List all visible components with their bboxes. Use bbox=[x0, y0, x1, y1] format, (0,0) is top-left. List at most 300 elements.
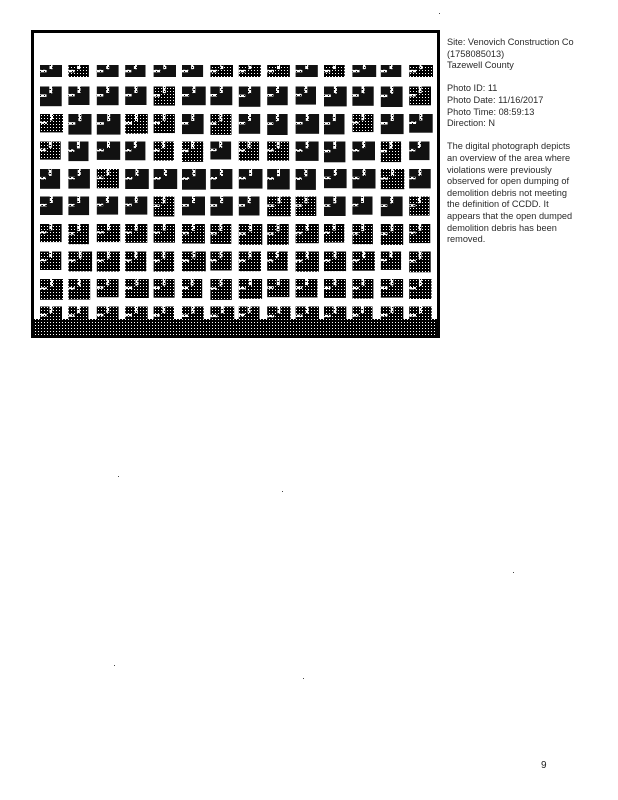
photo-texture bbox=[352, 287, 358, 290]
photo-texture bbox=[40, 259, 46, 262]
photo-texture bbox=[418, 224, 421, 231]
photo-texture bbox=[210, 122, 216, 125]
photo-texture bbox=[154, 94, 160, 97]
photo-texture bbox=[191, 307, 194, 314]
scan-speck bbox=[513, 572, 514, 573]
description-line: observed for open dumping of bbox=[447, 176, 570, 187]
photo-texture bbox=[418, 197, 421, 204]
photo-texture bbox=[154, 205, 160, 208]
photo-texture bbox=[78, 87, 81, 94]
photo-texture bbox=[420, 65, 423, 69]
photo-texture bbox=[220, 252, 223, 259]
photo-texture bbox=[163, 87, 166, 94]
photo-texture bbox=[107, 142, 110, 149]
photo-texture bbox=[334, 307, 337, 314]
photo-texture bbox=[221, 307, 224, 314]
photo-texture bbox=[267, 204, 274, 207]
photo-texture bbox=[154, 287, 160, 290]
photo-texture bbox=[352, 121, 358, 124]
photo-texture bbox=[97, 122, 104, 125]
photo-texture bbox=[248, 142, 251, 149]
photo-texture bbox=[154, 122, 160, 125]
scan-speck bbox=[118, 476, 119, 477]
photo-texture bbox=[40, 177, 46, 180]
county: Tazewell County bbox=[447, 60, 514, 71]
photo-texture bbox=[182, 287, 188, 290]
photo-texture bbox=[362, 142, 365, 149]
photo-texture bbox=[239, 149, 245, 152]
site-photograph bbox=[31, 30, 440, 338]
photo-texture bbox=[163, 65, 166, 69]
photo-texture bbox=[390, 197, 393, 204]
photo-texture bbox=[296, 177, 302, 180]
photo-texture bbox=[352, 232, 358, 235]
photo-texture bbox=[210, 94, 217, 97]
photo-texture bbox=[419, 279, 422, 286]
description-line: demolition debris has been bbox=[447, 222, 557, 233]
photo-texture bbox=[220, 65, 223, 69]
photo-texture bbox=[277, 65, 280, 69]
photo-texture bbox=[278, 197, 281, 204]
photo-texture bbox=[68, 177, 75, 180]
photo-texture bbox=[324, 259, 331, 262]
photo-texture bbox=[248, 197, 251, 204]
photo-texture bbox=[182, 94, 189, 97]
photo-texture bbox=[419, 307, 422, 314]
site-id: (1758085013) bbox=[447, 48, 505, 59]
photo-texture bbox=[68, 94, 74, 97]
photo-texture bbox=[409, 149, 415, 152]
photo-texture bbox=[381, 232, 388, 235]
photo-texture bbox=[182, 232, 189, 235]
page-number: 9 bbox=[541, 760, 547, 771]
photo-texture bbox=[125, 70, 131, 73]
photo-texture bbox=[210, 232, 216, 235]
photo-texture bbox=[134, 252, 137, 259]
photo-texture bbox=[78, 114, 81, 121]
photo-texture bbox=[390, 142, 393, 149]
photo-texture bbox=[361, 197, 364, 203]
photo-texture bbox=[163, 114, 166, 121]
photo-texture bbox=[267, 259, 273, 262]
photo-texture bbox=[239, 95, 246, 98]
photo-texture bbox=[352, 314, 358, 317]
photo-texture bbox=[192, 197, 195, 204]
photo-texture bbox=[97, 94, 104, 97]
photo-texture bbox=[296, 94, 302, 97]
photo-texture bbox=[68, 70, 74, 73]
photo-time: Photo Time: 08:59:13 bbox=[447, 106, 535, 117]
photo-texture bbox=[68, 204, 74, 207]
photo-texture bbox=[296, 204, 302, 207]
photo-texture bbox=[68, 232, 74, 235]
photo-texture bbox=[333, 114, 336, 121]
photo-texture bbox=[324, 95, 331, 98]
photo-texture bbox=[296, 232, 303, 235]
photo-texture bbox=[77, 224, 80, 231]
photo-texture bbox=[220, 169, 223, 176]
photo-texture bbox=[363, 65, 366, 69]
photo-texture bbox=[267, 70, 274, 73]
photo-texture bbox=[107, 224, 110, 230]
photo-texture bbox=[239, 314, 245, 317]
photo-texture bbox=[296, 260, 303, 263]
photo-texture bbox=[276, 87, 279, 94]
photo-texture bbox=[239, 232, 246, 235]
photo-texture bbox=[409, 94, 416, 97]
photo-texture bbox=[248, 307, 251, 313]
photo-texture bbox=[249, 279, 252, 286]
photo-texture bbox=[191, 279, 194, 286]
photo-texture bbox=[305, 279, 308, 286]
photo-texture bbox=[418, 169, 421, 176]
photo-texture bbox=[49, 142, 52, 148]
photo-texture bbox=[361, 307, 364, 314]
photo-texture bbox=[125, 204, 132, 207]
scan-speck bbox=[114, 665, 115, 666]
photo-texture bbox=[68, 259, 75, 262]
description-line: an overview of the area where bbox=[447, 152, 571, 163]
photo-texture bbox=[182, 259, 189, 262]
photo-texture bbox=[210, 177, 217, 180]
photo-texture bbox=[381, 204, 388, 207]
photo-texture bbox=[191, 114, 194, 121]
photo-texture bbox=[239, 122, 245, 125]
description-line: demolition debris not meeting bbox=[447, 187, 568, 198]
photo-texture bbox=[305, 65, 308, 69]
photo-texture bbox=[324, 177, 331, 180]
photo-texture bbox=[419, 252, 422, 259]
photo-texture bbox=[419, 87, 422, 94]
photo-texture bbox=[361, 279, 364, 286]
site-name: Site: Venovich Construction Co bbox=[447, 37, 574, 47]
photo-texture bbox=[304, 87, 307, 93]
photo-texture bbox=[97, 70, 104, 73]
photo-texture bbox=[191, 65, 194, 69]
photo-texture bbox=[125, 232, 132, 235]
photo-texture bbox=[391, 224, 394, 231]
photo-texture bbox=[210, 149, 216, 152]
photo-texture bbox=[381, 177, 388, 180]
photo-texture bbox=[77, 307, 80, 314]
photo-texture bbox=[324, 150, 330, 153]
photo-texture bbox=[50, 65, 53, 69]
photo-texture bbox=[40, 231, 47, 234]
photo-texture bbox=[333, 224, 336, 231]
photo-texture bbox=[363, 169, 366, 176]
photo-texture bbox=[163, 279, 166, 286]
photo-texture bbox=[391, 307, 394, 313]
photo-texture bbox=[220, 197, 223, 204]
photo-texture bbox=[135, 197, 138, 203]
photo-texture bbox=[50, 197, 53, 204]
photo-texture bbox=[154, 70, 161, 73]
photo-image bbox=[34, 33, 437, 335]
photo-texture bbox=[134, 87, 137, 94]
photo-texture bbox=[409, 287, 416, 290]
photo-texture bbox=[409, 177, 415, 180]
photo-texture bbox=[210, 259, 216, 262]
photo-texture bbox=[125, 122, 132, 125]
photo-texture bbox=[68, 122, 75, 125]
photo-texture bbox=[352, 204, 358, 207]
photo-texture bbox=[219, 224, 222, 231]
photo-texture bbox=[192, 169, 195, 176]
photo-texture bbox=[296, 122, 303, 125]
photo-texture bbox=[34, 319, 437, 335]
photo-texture bbox=[352, 149, 359, 152]
photo-texture bbox=[68, 314, 74, 317]
photo-texture bbox=[154, 177, 161, 180]
photo-texture bbox=[381, 314, 388, 317]
photo-texture bbox=[182, 70, 188, 73]
photo-texture bbox=[210, 287, 216, 290]
photo-texture bbox=[249, 169, 252, 176]
photo-texture bbox=[136, 279, 139, 286]
photo-texture bbox=[381, 150, 387, 153]
photo-texture bbox=[210, 315, 217, 318]
photo-texture bbox=[333, 142, 336, 149]
description-line: The digital photograph depicts bbox=[447, 141, 571, 152]
description-line: removed. bbox=[447, 234, 486, 245]
photo-texture bbox=[276, 114, 279, 121]
photo-texture bbox=[390, 65, 393, 69]
photo-texture bbox=[125, 149, 131, 152]
photo-texture bbox=[192, 252, 195, 259]
photo-texture bbox=[40, 70, 47, 73]
photo-texture bbox=[267, 149, 274, 152]
photo-texture bbox=[296, 315, 303, 318]
photo-texture bbox=[249, 224, 252, 231]
photo-texture bbox=[296, 149, 303, 152]
photo-texture bbox=[154, 260, 160, 263]
photo-texture bbox=[220, 87, 223, 94]
photo-texture bbox=[381, 122, 388, 125]
photo-texture bbox=[182, 150, 188, 153]
photo-texture bbox=[248, 114, 251, 121]
photo-texture bbox=[77, 65, 80, 69]
photo-texture bbox=[106, 197, 109, 203]
photo-texture bbox=[125, 314, 132, 317]
photo-texture bbox=[40, 149, 46, 152]
photo-texture bbox=[334, 279, 337, 286]
photo-texture bbox=[248, 87, 251, 94]
photo-texture bbox=[162, 307, 165, 314]
photo-direction: Direction: N bbox=[447, 118, 495, 129]
photo-texture bbox=[135, 114, 138, 121]
photo-texture bbox=[277, 224, 280, 231]
photo-texture bbox=[125, 177, 132, 180]
photo-texture bbox=[135, 224, 138, 231]
photo-texture bbox=[220, 279, 223, 286]
photo-texture bbox=[306, 114, 309, 121]
photo-texture bbox=[49, 169, 52, 176]
photo-texture bbox=[106, 169, 109, 176]
photo-texture bbox=[409, 314, 416, 317]
photo-texture bbox=[154, 149, 160, 152]
photo-texture bbox=[97, 286, 104, 289]
photo-texture bbox=[333, 65, 336, 69]
photo-texture bbox=[77, 142, 80, 149]
photo-texture bbox=[239, 70, 246, 73]
photo-texture bbox=[125, 287, 132, 290]
photo-texture bbox=[267, 122, 273, 125]
photo-texture bbox=[192, 87, 195, 94]
photo-texture bbox=[352, 259, 359, 262]
photo-id: Photo ID: 11 bbox=[447, 83, 498, 94]
photo-texture bbox=[219, 114, 222, 121]
photo-texture bbox=[306, 252, 309, 259]
photo-texture bbox=[381, 95, 388, 98]
photo-texture bbox=[277, 279, 280, 285]
photo-texture bbox=[134, 65, 137, 69]
photo-texture bbox=[381, 287, 388, 290]
photo-texture bbox=[97, 149, 104, 152]
photo-texture bbox=[97, 231, 104, 234]
photo-texture bbox=[164, 169, 167, 176]
photo-texture bbox=[134, 142, 137, 149]
photo-texture bbox=[391, 169, 394, 176]
photo-texture bbox=[304, 197, 307, 204]
photo-texture bbox=[267, 94, 273, 97]
photo-texture bbox=[306, 142, 309, 149]
photo-texture bbox=[390, 252, 393, 258]
photo-texture bbox=[97, 260, 104, 263]
photo-texture bbox=[154, 314, 160, 317]
photo-texture bbox=[154, 232, 160, 235]
photo-texture bbox=[324, 287, 331, 290]
photo-texture bbox=[78, 169, 81, 176]
photo-texture bbox=[78, 279, 81, 286]
photo-texture bbox=[324, 70, 330, 73]
photo-texture bbox=[390, 279, 393, 286]
photo-texture bbox=[334, 87, 337, 94]
photo-texture bbox=[50, 307, 53, 313]
photo-texture bbox=[40, 204, 47, 207]
photo-texture bbox=[324, 122, 330, 125]
photo-texture bbox=[391, 114, 394, 121]
photo-texture bbox=[304, 169, 307, 176]
description-line: violations were previously bbox=[447, 164, 552, 175]
photo-texture bbox=[182, 204, 189, 207]
photo-texture bbox=[162, 252, 165, 259]
photo-texture bbox=[163, 197, 166, 204]
photo-texture bbox=[106, 87, 109, 94]
photo-texture bbox=[136, 169, 139, 176]
photo-texture bbox=[419, 114, 422, 121]
scan-speck bbox=[282, 491, 283, 492]
photo-texture bbox=[135, 307, 138, 313]
photo-texture bbox=[239, 287, 246, 290]
photo-caption bbox=[447, 37, 597, 246]
photo-texture bbox=[390, 87, 393, 94]
photo-texture bbox=[106, 65, 109, 69]
photo-texture bbox=[40, 287, 47, 290]
photo-texture bbox=[191, 142, 194, 149]
photo-texture bbox=[40, 94, 47, 97]
description-line: appears that the open dumped bbox=[447, 210, 573, 221]
photo-date: Photo Date: 11/16/2017 bbox=[447, 94, 544, 105]
photo-texture bbox=[107, 114, 110, 121]
photo-texture bbox=[277, 307, 280, 314]
photo-texture bbox=[162, 142, 165, 149]
photo-texture bbox=[306, 307, 309, 314]
photo-texture bbox=[409, 122, 416, 125]
photo-texture bbox=[77, 197, 80, 204]
photo-texture bbox=[267, 286, 274, 289]
photo-texture bbox=[40, 314, 47, 317]
photo-texture bbox=[248, 252, 251, 259]
photo-texture bbox=[267, 232, 274, 235]
photo-texture bbox=[381, 70, 387, 73]
photo-texture bbox=[352, 70, 359, 73]
photo-texture bbox=[97, 204, 103, 207]
photo-texture bbox=[239, 259, 246, 262]
photo-texture bbox=[97, 314, 104, 317]
photo-texture bbox=[324, 315, 331, 318]
photo-texture bbox=[334, 169, 337, 176]
photo-texture bbox=[296, 286, 303, 289]
photo-texture bbox=[324, 232, 330, 235]
photo-texture bbox=[306, 224, 309, 231]
photo-texture bbox=[362, 87, 365, 94]
photo-texture bbox=[267, 315, 274, 318]
photo-texture bbox=[79, 252, 82, 259]
photo-texture bbox=[248, 65, 251, 69]
photo-texture bbox=[334, 252, 337, 259]
photo-texture bbox=[409, 204, 415, 207]
photo-texture bbox=[362, 252, 365, 259]
photo-texture bbox=[381, 259, 387, 262]
photo-texture bbox=[49, 252, 52, 259]
photo-texture bbox=[276, 252, 279, 259]
photo-texture bbox=[409, 70, 416, 73]
photo-texture bbox=[106, 307, 109, 313]
photo-texture bbox=[296, 70, 303, 73]
photo-texture bbox=[107, 252, 110, 259]
photo-texture bbox=[277, 169, 280, 176]
scan-speck bbox=[439, 13, 440, 14]
photo-texture bbox=[182, 122, 189, 125]
photo-texture bbox=[239, 177, 246, 180]
photo-texture bbox=[219, 142, 222, 148]
photo-texture bbox=[210, 204, 217, 207]
photo-texture bbox=[68, 287, 75, 290]
photo-texture bbox=[182, 177, 189, 180]
photo-texture bbox=[97, 177, 104, 180]
description-line: the definition of CCDD. It bbox=[447, 199, 549, 210]
photo-texture bbox=[409, 260, 416, 263]
photo-texture bbox=[409, 232, 415, 235]
photo-texture bbox=[192, 224, 195, 231]
photo-texture bbox=[267, 177, 274, 180]
photo-texture bbox=[49, 87, 52, 94]
photo-texture bbox=[125, 259, 131, 262]
photo-texture bbox=[50, 279, 53, 286]
photo-texture bbox=[352, 177, 359, 180]
photo-texture bbox=[324, 204, 331, 207]
photo-texture bbox=[361, 114, 364, 120]
photo-texture bbox=[163, 224, 166, 231]
photo-texture bbox=[182, 315, 189, 318]
photo-texture bbox=[352, 94, 358, 97]
photo-texture bbox=[40, 121, 47, 124]
photo-texture bbox=[49, 224, 52, 230]
photo-texture bbox=[125, 94, 131, 97]
photo-texture bbox=[210, 70, 217, 73]
photo-texture bbox=[50, 114, 53, 120]
photo-texture bbox=[277, 142, 280, 149]
